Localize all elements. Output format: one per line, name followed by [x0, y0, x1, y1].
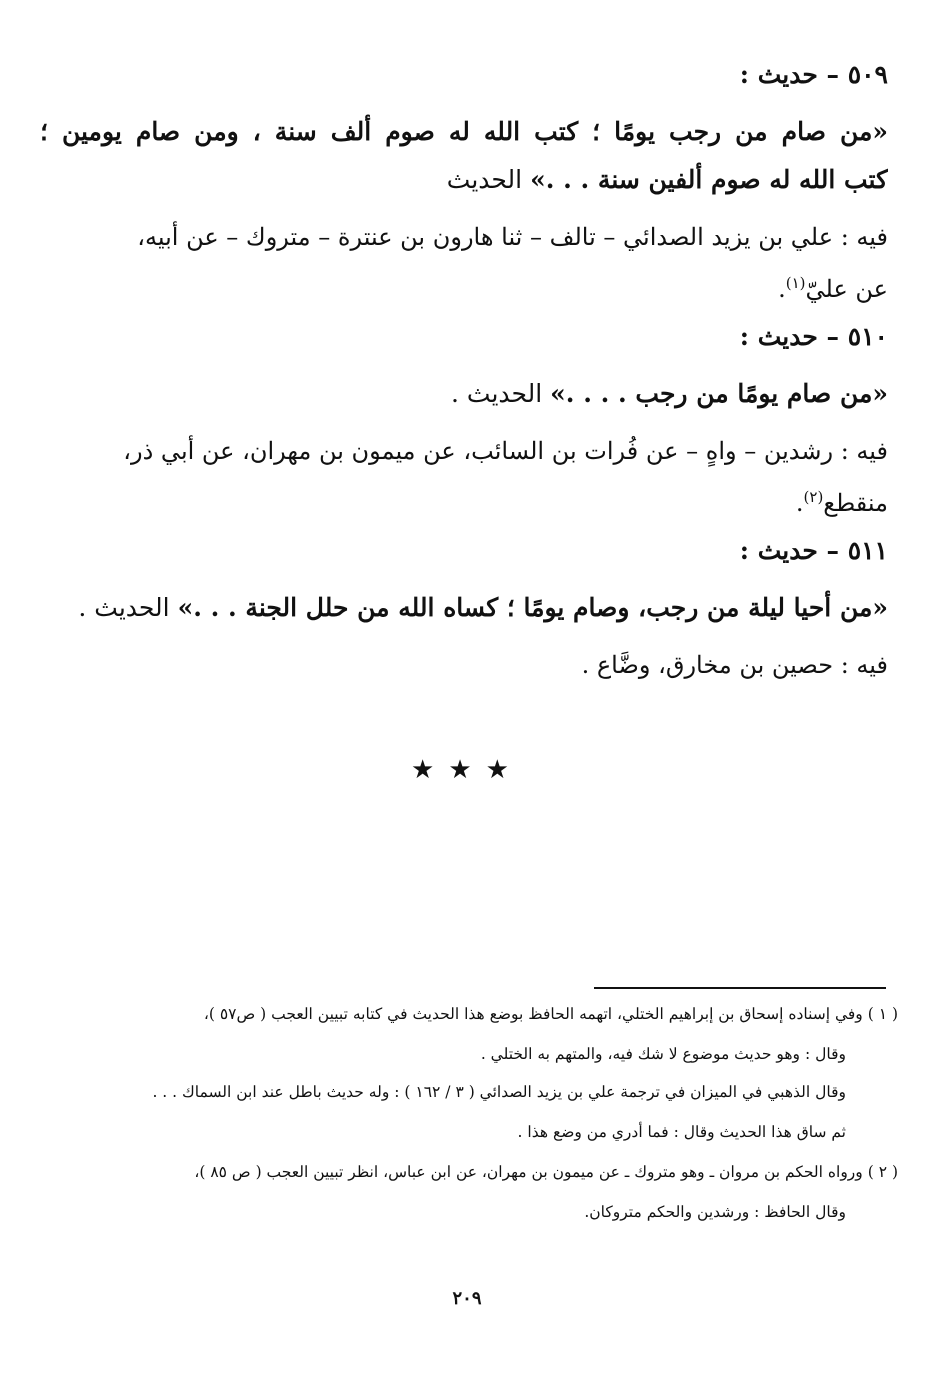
hadith-number-510: ٥١٠ – حديث :	[739, 322, 888, 351]
isnad-comment-511: فيه : حصين بن مخارق، وضَّاع .	[581, 651, 888, 679]
hadith-text-509-tail: الحديث	[446, 165, 531, 194]
hadith-text-509-line1: «من صام من رجب يومًا ؛ كتب الله له صوم ألف سنة ، ومن صام يومين ؛	[40, 117, 888, 146]
page-number: ٢٠٩	[452, 1288, 482, 1309]
footnote-1-line1: ( ١ ) وفي إسناده إسحاق بن إبراهيم الختلي، اتهمه الحافظ بوضع هذا الحديث في كتابه تبيين العجب ( ص٥٧ )،	[203, 1005, 898, 1023]
hadith-text-510-tail: الحديث .	[451, 379, 551, 408]
section-separator-stars: ★★★	[411, 755, 523, 785]
footnote-divider	[594, 987, 886, 989]
hadith-text-511-quote: «من أحيا ليلة من رجب، وصام يومًا ؛ كساه الله من حلل الجنة . . .»	[177, 593, 888, 622]
isnad-comment-510-line2	[40, 480, 888, 520]
hadith-text-511	[40, 590, 888, 626]
footnote-1-line4: ثم ساق هذا الحديث وقال : فما أدري من وضع هذا .	[517, 1123, 846, 1141]
isnad-comment-509-text: عن عليّ	[805, 275, 888, 303]
comment-end-509: .	[778, 275, 786, 303]
comment-end-510: .	[795, 489, 804, 517]
footnote-2-line2: وقال الحافظ : ورشدين والحكم متروكان.	[584, 1203, 846, 1221]
hadith-number-509: ٥٠٩ – حديث :	[739, 60, 888, 89]
isnad-comment-509-line1: فيه : علي بن يزيد الصدائي – تالف – ثنا هارون بن عنترة – متروك – عن أبيه،	[137, 223, 888, 251]
hadith-text-509-quote: كتب الله له صوم ألفين سنة . . .»	[530, 165, 888, 194]
hadith-text-510-quote: «من صام يومًا من رجب . . . .»	[550, 379, 888, 408]
isnad-comment-510-text: منقطع	[823, 489, 888, 517]
hadith-text-511-tail: الحديث .	[78, 593, 178, 622]
footnote-ref-2: (٢)	[803, 488, 824, 506]
footnote-1-line3: وقال الذهبي في الميزان في ترجمة علي بن يزيد الصدائي ( ٣ / ١٦٢ ) : وله حديث باطل عند ابن السماك . . .	[152, 1083, 846, 1101]
isnad-comment-509-line2	[40, 266, 888, 306]
isnad-comment-510-line1: فيه : رشدين – واهٍ – عن فُرات بن السائب، عن ميمون بن مهران، عن أبي ذر،	[123, 437, 888, 465]
hadith-number-511: ٥١١ – حديث :	[739, 536, 888, 565]
hadith-text-510	[40, 376, 888, 412]
footnote-2-line1: ( ٢ ) ورواه الحكم بن مروان ـ وهو متروك ـ عن ميمون بن مهران، عن ابن عباس، انظر تبيين العجب ( ص ٨٥ )،	[194, 1163, 898, 1181]
hadith-text-509-line2	[40, 162, 888, 198]
footnote-1-line2: وقال : وهو حديث موضوع لا شك فيه، والمتهم به الختلي .	[480, 1045, 846, 1063]
footnote-ref-1: (١)	[785, 274, 806, 292]
